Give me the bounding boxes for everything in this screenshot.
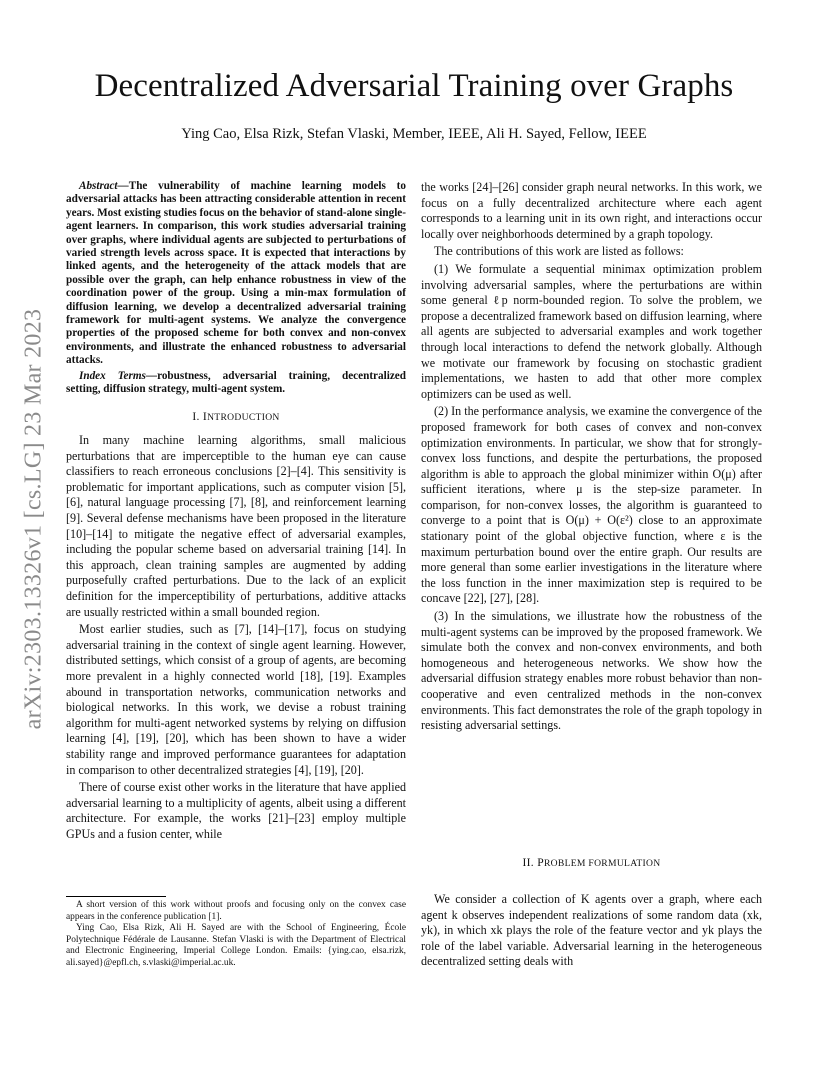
- arxiv-stamp: [18, 284, 50, 754]
- abstract-label: Abstract—: [79, 180, 129, 192]
- author-list: Ying Cao, Elsa Rizk, Stefan Vlaski, Member, IEEE, Ali H. Sayed, Fellow, IEEE: [181, 126, 647, 142]
- footnote-2: Ying Cao, Elsa Rizk, Ali H. Sayed are with the School of Engineering, École Polytechnique Fédérale de Lausanne. Stefan Vlaski is with the Department of Electrical and Electronic Engineering, Imperial College London. Emails: {ying.cao, elsa.rizk, ali.sayed}@epfl.ch, s.vlaski@imperial.ac.uk.: [66, 923, 406, 968]
- index-terms-label: Index Terms—: [79, 369, 158, 382]
- contribution-2: (2) In the performance analysis, we examine the convergence of the proposed framework for both cases of convex and non-convex optimization environments. In particular, we show that for strongly-convex loss functions, and despite the perturbations, the proposed algorithm is able to approach the global minimizer within O(μ) after sufficient iterations, where μ is the step-size parameter. In comparison, for non-convex losses, the algorithm is guaranteed to converge to a point that is O(μ) + O(ε²) close to an approximate stationary point of the global objective function, where ε is the maximum perturbation bound over the entire graph. Our results are more general than some earlier investigations in the literature where the loss function in the inner maximization step is required to be concave [22], [27], [28].: [421, 404, 762, 606]
- footnotes: [66, 900, 406, 970]
- paper-title: Decentralized Adversarial Training over Graphs: [94, 68, 734, 104]
- intro-paragraph-3-cont: the works [24]–[26] consider graph neural networks. In this work, we focus on a fully decentralized architecture where each agent corresponds to a learning unit in its own right, and interactions occur locally over neighborhoods determined by a graph topology.: [421, 180, 762, 241]
- contributions-intro: The contributions of this work are listed as follows:: [434, 244, 684, 259]
- problem-paragraph-1: [421, 892, 762, 970]
- arxiv-stamp-text: arXiv:2303.13326v1 [cs.LG] 23 Mar 2023: [20, 308, 47, 730]
- right-column: [421, 180, 762, 736]
- abstract-text: The vulnerability of machine learning models to adversarial attacks has been attracting considerable attention in recent years. Most existing studies focus on the behavior of stand-alone single-agent learners. In comparison, this work studies adversarial training over graphs, where individual agents are subjected to perturbations of varied strength levels across space. It is expected that interactions by linked agents, and the heterogeneity of the attack models that are possible over the graph, can help enhance robustness in view of the coordination power of the group. Using a min-max formulation of diffusion learning, we develop a decentralized adversarial training framework for multi-agent systems. We analyze the convergence properties of the proposed scheme for both convex and non-convex environments, and illustrate the enhanced robustness to adversarial attacks.: [66, 180, 406, 367]
- problem-paragraph-1-text: We consider a collection of K agents over a graph, where each agent k observes independent realizations of some random data (xk, yk), in which xk plays the role of the feature vector and yk plays the role of the label variable. Adversarial learning in the heterogeneous decentralized setting deals with: [421, 892, 762, 969]
- section-heading-problem-formulation: II. PROBLEM FORMULATION: [522, 856, 661, 869]
- footnote-rule: [66, 896, 166, 897]
- footnote-1: A short version of this work without proofs and focusing only on the convex case appears in the conference publication [1].: [66, 900, 406, 922]
- section-heading-introduction: I. INTRODUCTION: [192, 409, 280, 423]
- index-terms-text: robustness, adversarial training, decentralized setting, diffusion strategy, multi-agent system.: [66, 369, 406, 396]
- abstract: [66, 180, 406, 368]
- intro-paragraph-1: In many machine learning algorithms, small malicious perturbations that are imperceptible to the human eye can cause classifiers to reach erroneous conclusions [2]–[4]. This sensitivity is problematic for important applications, such as computer vision [5], [6], natural language processing [7], [8], and reinforcement learning [9]. Several defense mechanisms have been proposed in the literature [10]–[14] to mitigate the negative effect of adversarial examples, including the popular scheme based on adversarial training [14]. In this approach, clean training samples are augmented by adding purposefully crafted perturbations. Due to the lack of an explicit definition for the imperceptibility of perturbations, additive attacks are usually restricted within a small bounded region.: [66, 433, 406, 619]
- contribution-1: (1) We formulate a sequential minimax optimization problem involving adversarial samples, where the perturbations are within some general ℓp norm-bounded region. To solve the problem, we propose a decentralized framework based on diffusion learning, where all agents are subjected to adversarial examples and work together through local interactions to defend the network globally. Although we motivate our framework by focusing on stochastic gradient implementations, we hasten to add that other more complex optimizers can be used as well.: [421, 261, 762, 401]
- intro-paragraph-2: Most earlier studies, such as [7], [14]–[17], focus on studying adversarial training in the context of single agent learning. However, distributed settings, which consist of a group of agents, are becoming more prevalent in a highly connected world [18], [19]. Examples abound in transportation networks, communication networks and biological networks. In this work, we devise a robust training algorithm for multi-agent networked systems by relying on diffusion learning [4], [19], [20], which has been shown to have a wider stability range and improved performance guarantees for adaptation in comparison to other decentralized strategies [4], [19], [20].: [66, 622, 406, 777]
- contribution-3: (3) In the simulations, we illustrate how the robustness of the multi-agent systems can be improved by the proposed framework. We simulate both the convex and non-convex environments, and both homogeneous and heterogeneous networks. We show how the adversarial diffusion strategy enables more robust behavior than non-cooperative and even centralized methods in the non-convex environments. This fact demonstrates the role of the graph topology in resisting adversarial settings.: [421, 609, 762, 733]
- intro-paragraph-3: There of course exist other works in the literature that have applied adversarial learning to a multiplicity of agents, albeit using a different architecture. For example, the works [21]–[23] employ multiple GPUs and a fusion center, while: [66, 780, 406, 841]
- index-terms: [66, 370, 406, 397]
- left-column: [66, 180, 406, 845]
